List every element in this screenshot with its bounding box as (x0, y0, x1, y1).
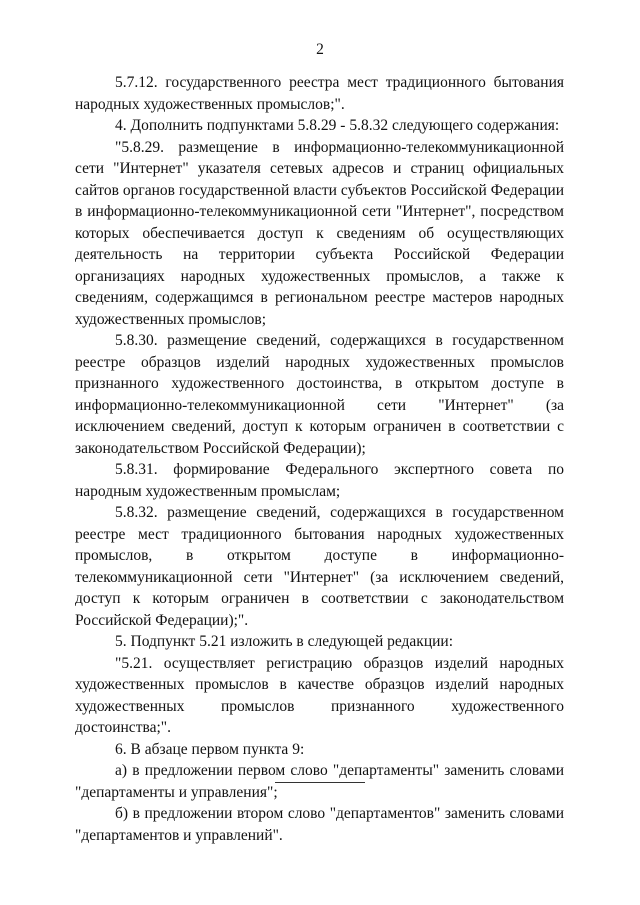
end-separator-line (275, 782, 365, 783)
paragraph-item-4: 4. Дополнить подпунктами 5.8.29 - 5.8.32 следующего содержания: (115, 117, 560, 134)
paragraph-5-8-29: "5.8.29. размещение в информационно-телекоммуникационной сети "Интернет" указателя сетевых адресов и страниц официальных сайтов органов государственной власти субъектов Российской Федерации в информационно-телекоммуникационной сети "Интернет", посредством которых обеспечивается доступ к сведениям об осуществляющих деятельность на территории субъекта Российской Федерации организациях народных художественных промыслов, а также к сведениям, содержащимся в региональном реестре мастеров народных художественных промыслов; (75, 138, 564, 328)
paragraph-item-5: 5. Подпункт 5.21 изложить в следующей редакции: (115, 633, 454, 650)
paragraph-5-8-32: 5.8.32. размещение сведений, содержащихся в государственном реестре мест традиционного бытования народных художественных промыслов, в открытом доступе в информационно-телекоммуникационной сети "Интернет" (за исключением сведений, доступ к которым ограничен в соответствии с законодательством Российской Федерации);". (75, 504, 564, 629)
paragraph-item-6a: а) в предложении первом слово "департаменты" заменить словами "департаменты и управления"; (75, 762, 564, 801)
paragraph-5-8-31: 5.8.31. формирование Федерального экспертного совета по народным художественным промыслам; (75, 461, 564, 500)
paragraph-5-8-30: 5.8.30. размещение сведений, содержащихся в государственном реестре образцов изделий народных художественных промыслов признанного художественного достоинства, в открытом доступе в информационно-телекоммуникационной сети "Интернет" (за исключением сведений, доступ к которым ограничен в соответствии с законодательством Российской Федерации); (75, 332, 564, 457)
paragraph-item-6b: б) в предложении втором слово "департаментов" заменить словами "департаментов и управлений". (75, 805, 564, 844)
page-number: 2 (316, 41, 324, 58)
paragraph-5-21: "5.21. осуществляет регистрацию образцов изделий народных художественных промыслов в качестве образцов изделий народных художественных промыслов признанного художественного достоинства;". (75, 654, 564, 736)
paragraph-item-6: 6. В абзаце первом пункта 9: (115, 740, 305, 758)
paragraph-5-7-12: 5.7.12. государственного реестра мест традиционного бытования народных художественных промыслов;". (75, 74, 564, 113)
document-body (75, 72, 564, 846)
